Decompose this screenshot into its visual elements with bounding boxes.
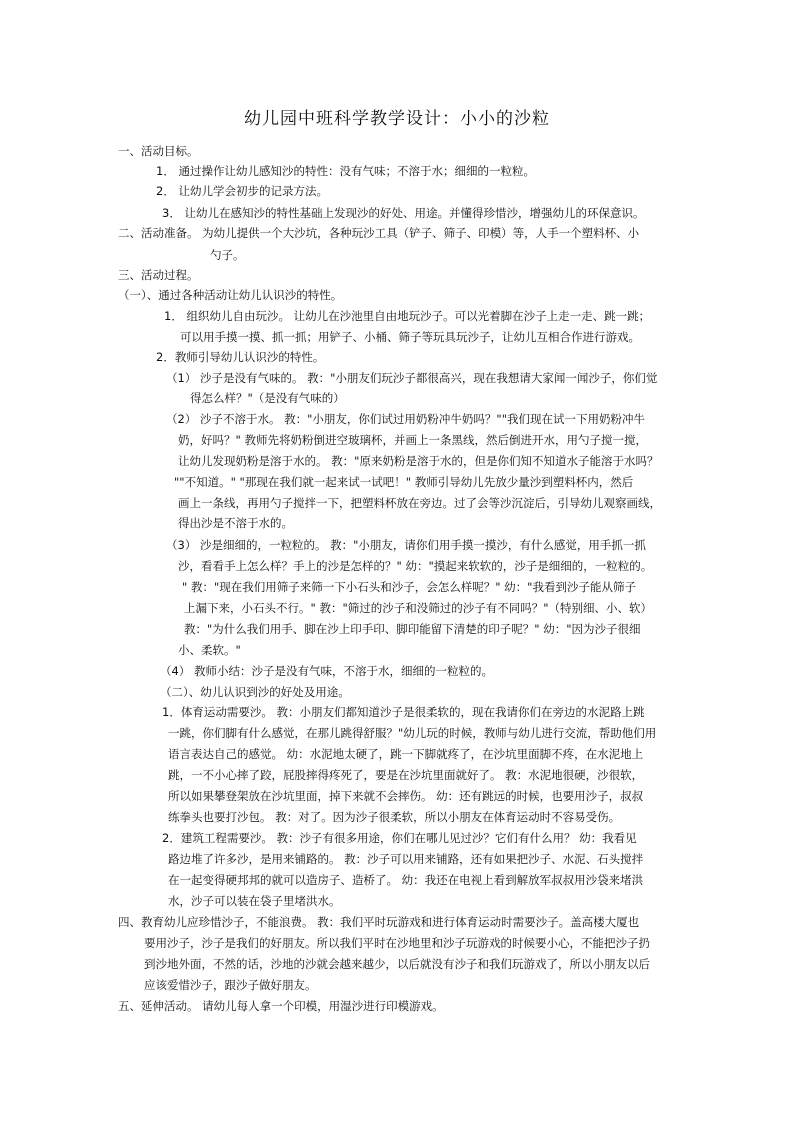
text-line: （2） 沙子不溶于水。 教："小朋友，你们试过用奶粉冲牛奶吗？""我们现在试一下用奶粉冲牛 <box>166 412 645 426</box>
text-line: 到沙地外面，不然的话，沙地的沙就会越来越少，以后就没有沙子和我们玩游戏了，所以小朋友以后 <box>144 957 650 971</box>
text-line: 2． 让幼儿学会初步的记录方法。 <box>156 184 328 198</box>
text-line: 勺子。 <box>210 248 245 262</box>
text-line: 跳，一不小心摔了跤，屁股摔得疼死了，要是在沙坑里面就好了。 教：水泥地很硬，沙很软， <box>168 768 644 782</box>
text-line: 画上一条线，再用勺子搅拌一下，把塑料杯放在旁边。过了会等沙沉淀后，引导幼儿观察画线， <box>178 496 661 510</box>
text-line: 在一起变得硬邦邦的就可以造房子、造桥了。 幼：我还在电视上看到解放军叔叔用沙袋来堵洪 <box>168 873 644 887</box>
subsection-heading: （二）、幼儿认识到沙的好处及用途。 <box>160 685 350 699</box>
text-line: 1．体育运动需要沙。 教：小朋友们都知道沙子是很柔软的，现在我请你们在旁边的水泥路上跳 <box>162 705 645 719</box>
text-line: 得怎么样？"（是没有气味的） <box>190 391 345 405</box>
text-line: 1． 通过操作让幼儿感知沙的特性：没有气味；不溶于水；细细的一粒粒。 <box>156 164 535 178</box>
text-line: 1． 组织幼儿自由玩沙。 让幼儿在沙池里自由地玩沙子。可以光着脚在沙子上走一走、跳一跳； <box>164 309 651 323</box>
text-line: 所以如果攀登架放在沙坑里面，掉下来就不会摔伤。 幼：还有跳远的时候，也要用沙子，叔叔 <box>168 789 644 803</box>
text-line: （4） 教师小结：沙子是没有气味，不溶于水，细细的一粒粒的。 <box>160 664 493 678</box>
text-line: （1） 沙子是没有气味的。 教："小朋友们玩沙子都很高兴，现在我想请大家闻一闻沙子，你们觉 <box>166 371 658 385</box>
text-line: 得出沙是不溶于水的。 <box>178 516 293 530</box>
section-heading: 一、活动目标。 <box>118 144 199 158</box>
text-line: 可以用手摸一摸、抓一抓；用铲子、小桶、筛子等玩具玩沙子，让幼儿互相合作进行游戏。 <box>180 330 640 344</box>
text-line: 语言表达自己的感觉。 幼：水泥地太硬了，跳一下脚就疼了，在沙坑里面脚不疼，在水泥地上 <box>168 747 644 761</box>
text-line: 路边堆了许多沙，是用来铺路的。 教：沙子可以用来铺路，还有如果把沙子、水泥、石头搅拌 <box>168 852 644 866</box>
page-title: 幼儿园中班科学教学设计：小小的沙粒 <box>244 109 550 129</box>
section-heading: 四、教育幼儿应珍惜沙子，不能浪费。 教：我们平时玩游戏和进行体育运动时需要沙子。盖高楼大厦也 <box>118 915 640 929</box>
text-line: 小、柔软。" <box>178 643 241 657</box>
text-line: 让幼儿发现奶粉是溶于水的。 教："原来奶粉是溶于水的，但是你们知不知道水子能溶于水吗？ <box>178 454 659 468</box>
text-line: （3） 沙是细细的，一粒粒的。 教："小朋友，请你们用手摸一摸沙，有什么感觉，用手抓一抓 <box>166 538 646 552</box>
text-line: 教："为什么我们用手、脚在沙上印手印、脚印能留下清楚的印子呢？" 幼："因为沙子很细 <box>184 622 641 636</box>
text-line: 应该爱惜沙子，跟沙子做好朋友。 <box>144 978 317 992</box>
text-line: 要用沙子，沙子是我们的好朋友。所以我们平时在沙地里和沙子玩游戏的时候要小心，不能把沙子扔 <box>144 936 650 950</box>
subsection-heading: （一）、通过各种活动让幼儿认识沙的特性。 <box>118 288 343 302</box>
text-line: 上漏下来，小石头不行。" 教："筛过的沙子和没筛过的沙子有不同吗？"（特别细、小、软） <box>184 601 653 615</box>
text-line: 水，沙子可以装在袋子里堵洪水。 <box>168 894 341 908</box>
text-line: " 教："现在我们用筛子来筛一下小石头和沙子，会怎么样呢？" 幼："我看到沙子能从筛子 <box>182 580 636 594</box>
text-line: ""不知道。" "那现在我们就一起来试一试吧！" 教师引导幼儿先放少量沙到塑料杯内，然后 <box>174 475 634 489</box>
text-line: 2．教师引导幼儿认识沙的特性。 <box>156 350 325 364</box>
section-heading: 五、延伸活动。 请幼儿每人拿一个印模，用湿沙进行印模游戏。 <box>118 999 444 1013</box>
section-heading: 二、活动准备。 为幼儿提供一个大沙坑，各种玩沙工具（铲子、筛子、印模）等，人手一个塑料杯、小 <box>118 226 640 240</box>
text-line: 奶，好吗？" 教师先将奶粉倒进空玻璃杯，并画上一条黑线，然后倒进开水，用勺子搅一搅， <box>178 433 647 447</box>
text-line: 一跳，你们脚有什么感觉，在那儿跳得舒服？"幼儿玩的时候，教师与幼儿进行交流，帮助他们用 <box>168 726 657 740</box>
text-line: 3． 让幼儿在感知沙的特性基础上发现沙的好处、用途。并懂得珍惜沙，增强幼儿的环保意识。 <box>162 206 645 220</box>
text-line: 2．建筑工程需要沙。 教：沙子有很多用途，你们在哪儿见过沙？它们有什么用？ 幼：我看见 <box>162 831 637 845</box>
text-line: 练拳头也要打沙包。 教：对了。因为沙子很柔软，所以小朋友在体育运动时不容易受伤。 <box>168 810 621 824</box>
section-heading: 三、活动过程。 <box>118 268 199 282</box>
text-line: 沙，看看手上怎么样？手上的沙是怎样的？" 幼："摸起来软软的，沙子是细细的，一粒粒的。 <box>178 559 653 573</box>
